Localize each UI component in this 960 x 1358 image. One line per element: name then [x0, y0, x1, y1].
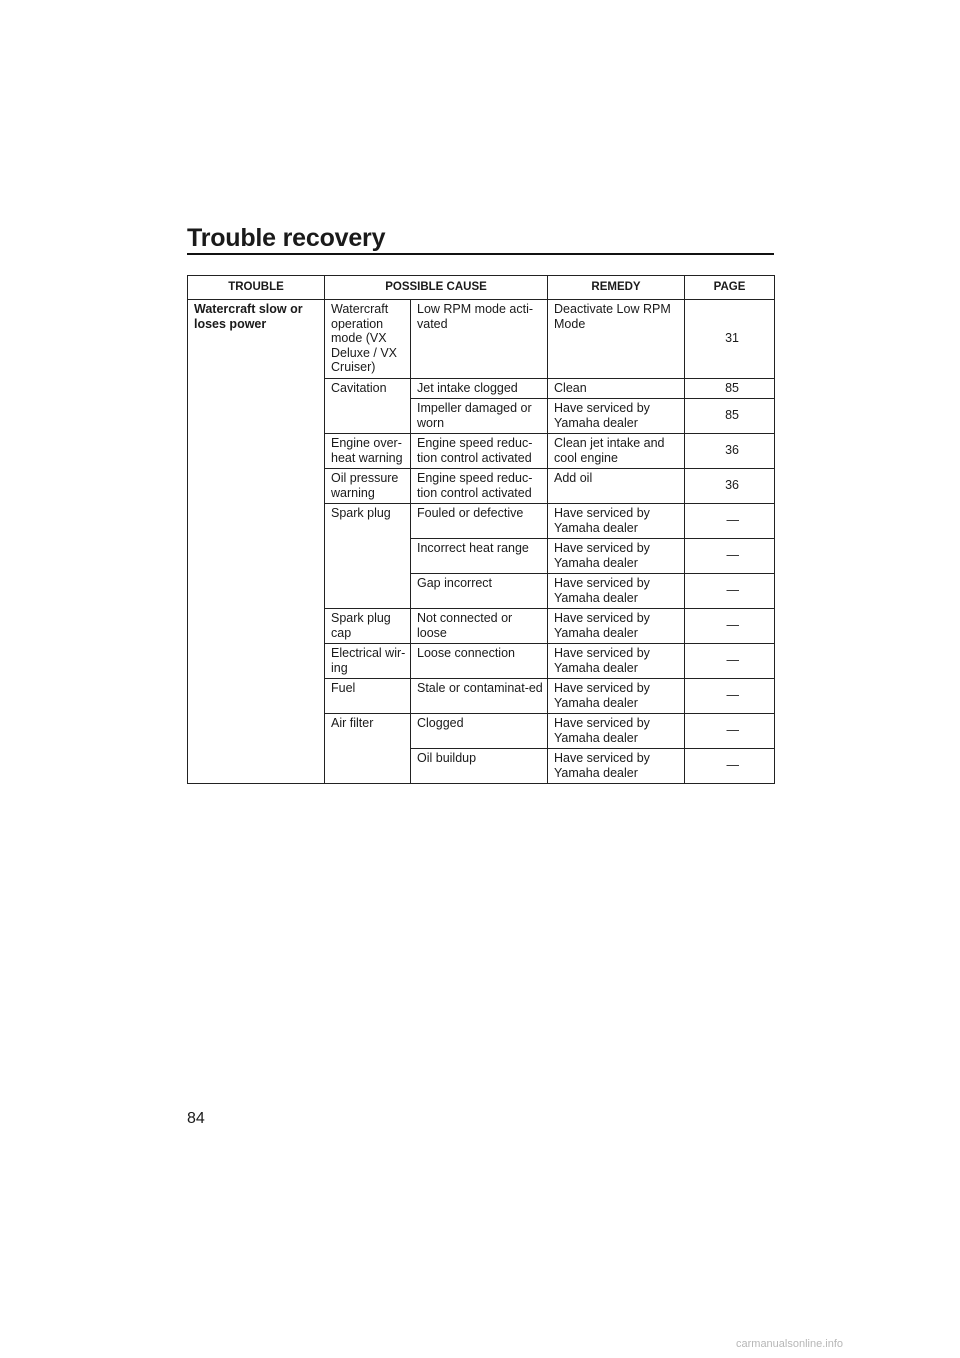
remedy-cell: Have serviced by Yamaha dealer [548, 574, 685, 609]
cause-cell: Oil pressure warning [325, 469, 411, 504]
cause-cell: Watercraft operation mode (VX Deluxe / VX Cruiser) [325, 300, 411, 379]
remedy-cell: Have serviced by Yamaha dealer [548, 609, 685, 644]
remedy-cell: Have serviced by Yamaha dealer [548, 644, 685, 679]
watermark-link[interactable]: carmanualsonline.info [736, 1338, 844, 1350]
detail-cell: Engine speed reduc-tion control activated [411, 469, 548, 504]
remedy-cell: Have serviced by Yamaha dealer [548, 539, 685, 574]
cause-cell: Spark plug [325, 504, 411, 609]
detail-cell: Incorrect heat range [411, 539, 548, 574]
trouble-table [187, 275, 775, 784]
detail-cell: Gap incorrect [411, 574, 548, 609]
remedy-cell: Add oil [548, 469, 685, 504]
detail-cell: Low RPM mode acti-vated [411, 300, 548, 379]
detail-cell: Jet intake clogged [411, 378, 548, 399]
page-cell: — [685, 749, 775, 784]
header-page: PAGE [685, 276, 775, 300]
page-cell: 85 [685, 399, 775, 434]
remedy-cell: Have serviced by Yamaha dealer [548, 749, 685, 784]
page-cell: — [685, 574, 775, 609]
page-cell: — [685, 539, 775, 574]
page-cell: — [685, 644, 775, 679]
detail-cell: Loose connection [411, 644, 548, 679]
detail-cell: Impeller damaged or worn [411, 399, 548, 434]
remedy-cell: Deactivate Low RPM Mode [548, 300, 685, 379]
remedy-cell: Have serviced by Yamaha dealer [548, 504, 685, 539]
detail-cell: Not connected or loose [411, 609, 548, 644]
page-number: 84 [187, 1110, 205, 1127]
page-cell: 85 [685, 378, 775, 399]
cause-cell: Spark plug cap [325, 609, 411, 644]
table-row [188, 300, 775, 379]
page-cell: 36 [685, 469, 775, 504]
remedy-cell: Have serviced by Yamaha dealer [548, 399, 685, 434]
remedy-cell: Clean jet intake and cool engine [548, 434, 685, 469]
remedy-cell: Clean [548, 378, 685, 399]
detail-cell: Fouled or defective [411, 504, 548, 539]
page-cell: — [685, 609, 775, 644]
page-cell: 31 [685, 300, 775, 379]
cause-cell: Cavitation [325, 378, 411, 434]
page-cell: — [685, 679, 775, 714]
cause-cell: Electrical wir-ing [325, 644, 411, 679]
header-trouble: TROUBLE [188, 276, 325, 300]
title-underline [187, 253, 774, 255]
page-cell: — [685, 714, 775, 749]
page-title: Trouble recovery [187, 224, 386, 252]
detail-cell: Oil buildup [411, 749, 548, 784]
page-cell: 36 [685, 434, 775, 469]
header-remedy: REMEDY [548, 276, 685, 300]
table-header-row [188, 276, 775, 300]
trouble-cell: Watercraft slow or loses power [188, 300, 325, 784]
detail-cell: Stale or contaminat-ed [411, 679, 548, 714]
page-cell: — [685, 504, 775, 539]
remedy-cell: Have serviced by Yamaha dealer [548, 714, 685, 749]
header-possible-cause: POSSIBLE CAUSE [325, 276, 548, 300]
cause-cell: Engine over-heat warning [325, 434, 411, 469]
detail-cell: Clogged [411, 714, 548, 749]
cause-cell: Fuel [325, 679, 411, 714]
remedy-cell: Have serviced by Yamaha dealer [548, 679, 685, 714]
detail-cell: Engine speed reduc-tion control activated [411, 434, 548, 469]
cause-cell: Air filter [325, 714, 411, 784]
